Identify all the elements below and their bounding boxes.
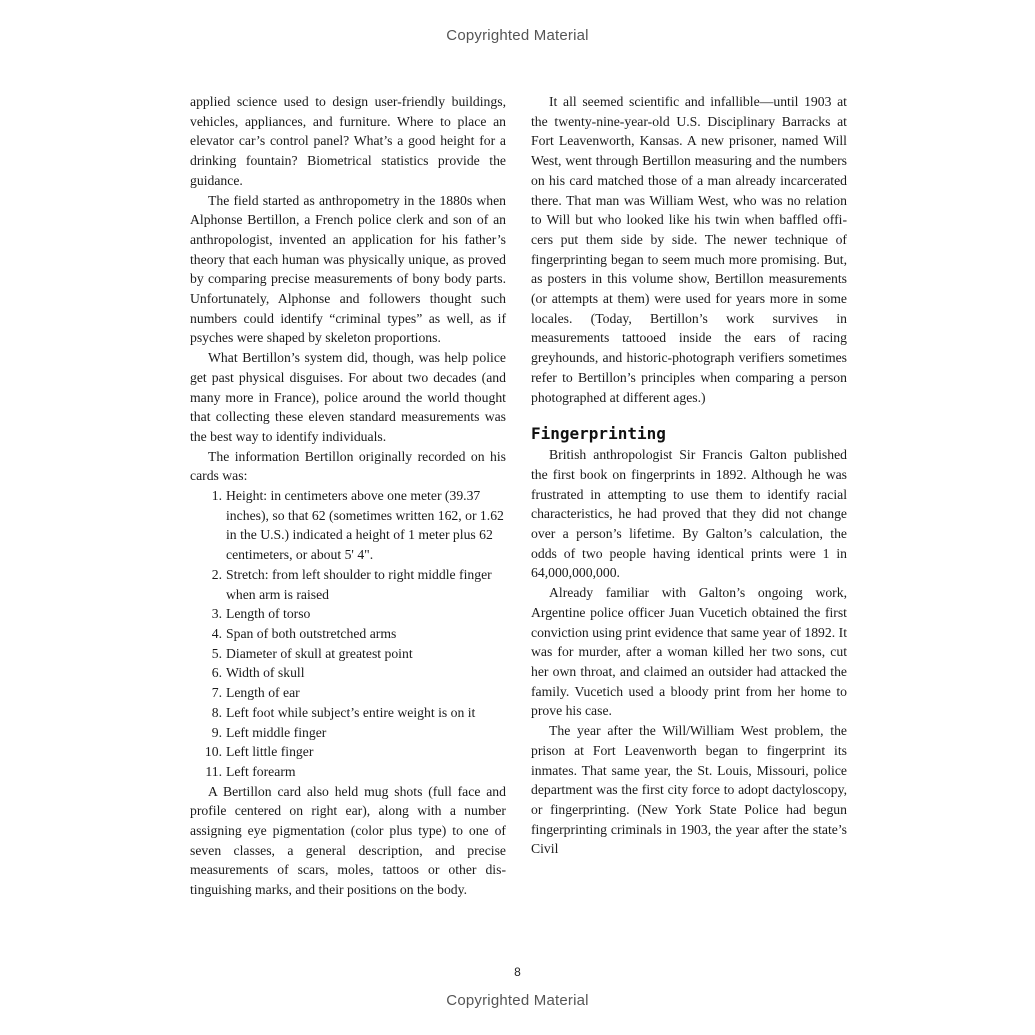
paragraph: What Bertillon’s system did, though, was help police get past physical disguises. For about two decades (and many more in France), police around the world thought that collecting these eleven standard measurements was the best way to identify individuals.	[190, 350, 506, 444]
paragraph: It all seemed scientific and infallible—until 1903 at the twenty-nine-year-old U.S. Disciplinary Barracks at Fort Leavenworth, Kansas. A new prisoner, named Will West, went through Bertillon measuring and the numbers on his card matched those of a man already incarcerated there. That man was William West, who was no relation to Will but who looked like his twin when baffled officers put them side by side. The newer technique of fingerprinting began to seem much more promising. But, as posters in this volume show, Bertillon measurements (or attempts at them) were used for years more in some locales. (Today, Bertillon’s work survives in measurements tattooed inside the ears of racing greyhounds, and historic-photograph verifiers sometimes refer to Bertillon’s principles when comparing a person photographed at different ages.)	[531, 94, 847, 405]
list-number: 3.	[211, 606, 222, 622]
list-item	[190, 486, 506, 565]
list-item	[190, 723, 506, 743]
measurement-list	[190, 486, 506, 782]
list-text: Left middle finger	[226, 724, 327, 740]
copyright-watermark-bottom: Copyrighted Material	[446, 992, 589, 1009]
list-number: 9.	[211, 724, 222, 740]
list-text: Left forearm	[226, 763, 296, 779]
list-number: 6.	[211, 665, 222, 681]
page-number: 8	[514, 965, 521, 979]
right-column	[531, 92, 847, 859]
paragraph: A Bertillon card also held mug shots (full face and profile centered on right ear), along with a number assigning eye pigmentation (color plus type) to one of seven classes, a general description, and precise measurements of scars, moles, tattoos or other distinguishing marks, and their positions on the body.	[190, 783, 506, 898]
list-item	[190, 762, 506, 782]
list-text: Stretch: from left shoulder to right middle finger when arm is raised	[226, 566, 492, 602]
paragraph: The information Bertillon originally recorded on his cards was:	[190, 448, 506, 484]
list-text: Length of torso	[226, 606, 311, 622]
list-item	[190, 644, 506, 664]
copyright-watermark-top: Copyrighted Material	[446, 27, 589, 44]
paragraph: British anthropologist Sir Francis Galton published the first book on fingerprints in 1892. Although he was frustrated in attempting to use them to identify racial characteristics, he had proved that they did not change over a person’s lifetime. By Galton’s calculation, the odds of two people having identical prints were 1 in 64,000,000,000.	[531, 447, 847, 581]
list-number: 2.	[211, 566, 222, 582]
paragraph: Already familiar with Galton’s ongoing work, Argentine police officer Juan Vucetich obtained the first conviction using print evidence that same year of 1892. It was for murder, after a woman killed her two sons, cut her own throat, and claimed an outsider had attacked the family. Vucetich used a bloody print from her home to prove his case.	[531, 585, 847, 719]
list-number: 4.	[211, 625, 222, 641]
list-text: Width of skull	[226, 665, 305, 681]
list-item	[190, 624, 506, 644]
paragraph: The field started as anthropometry in the 1880s when Alphonse Bertillon, a French police clerk and son of an anthropologist, invented an application for his father’s theory that each human was physically unique, as proved by comparing precise measurements of bony body parts. Unfortunately, Alphonse and followers thought such numbers could identify “criminal types” as well, as if psyches were shaped by skeleton proportions.	[190, 192, 506, 346]
list-item	[190, 742, 506, 762]
paragraph: The year after the Will/William West problem, the prison at Fort Leavenworth began to fingerprint its inmates. That same year, the St. Louis, Missouri, police department was the first city force to adopt dactyloscopy, or fingerprinting. (New York State Police had begun fingerprinting criminals in 1903, the year after the state’s Civil	[531, 723, 847, 857]
paragraph: applied science used to design user-friendly buildings, vehicles, appliances, and furniture. Where to place an elevator car’s control panel? What’s a good height for a drinking fountain? Biometrical statistics provide the guidance.	[190, 94, 506, 188]
list-number: 10.	[204, 744, 222, 760]
list-item	[190, 565, 506, 604]
list-number: 11.	[205, 763, 222, 779]
left-column	[190, 92, 506, 900]
list-number: 7.	[211, 685, 222, 701]
list-item	[190, 683, 506, 703]
section-heading: Fingerprinting	[531, 424, 666, 444]
list-item	[190, 604, 506, 624]
list-number: 5.	[211, 645, 222, 661]
list-text: Diameter of skull at greatest point	[226, 645, 413, 661]
list-item	[190, 703, 506, 723]
list-text: Span of both outstretched arms	[226, 625, 397, 641]
list-number: 1.	[211, 488, 222, 504]
list-text: Left little finger	[226, 744, 314, 760]
list-text: Length of ear	[226, 685, 300, 701]
list-text: Height: in centimeters above one meter (39.37 inches), so that 62 (sometimes written 162, or 1.62 in the U.S.) indicated a height of 1 meter plus 62 centimeters, or about 5' 4".	[226, 488, 504, 563]
list-text: Left foot while subject’s entire weight is on it	[226, 704, 476, 720]
list-item	[190, 663, 506, 683]
list-number: 8.	[211, 704, 222, 720]
